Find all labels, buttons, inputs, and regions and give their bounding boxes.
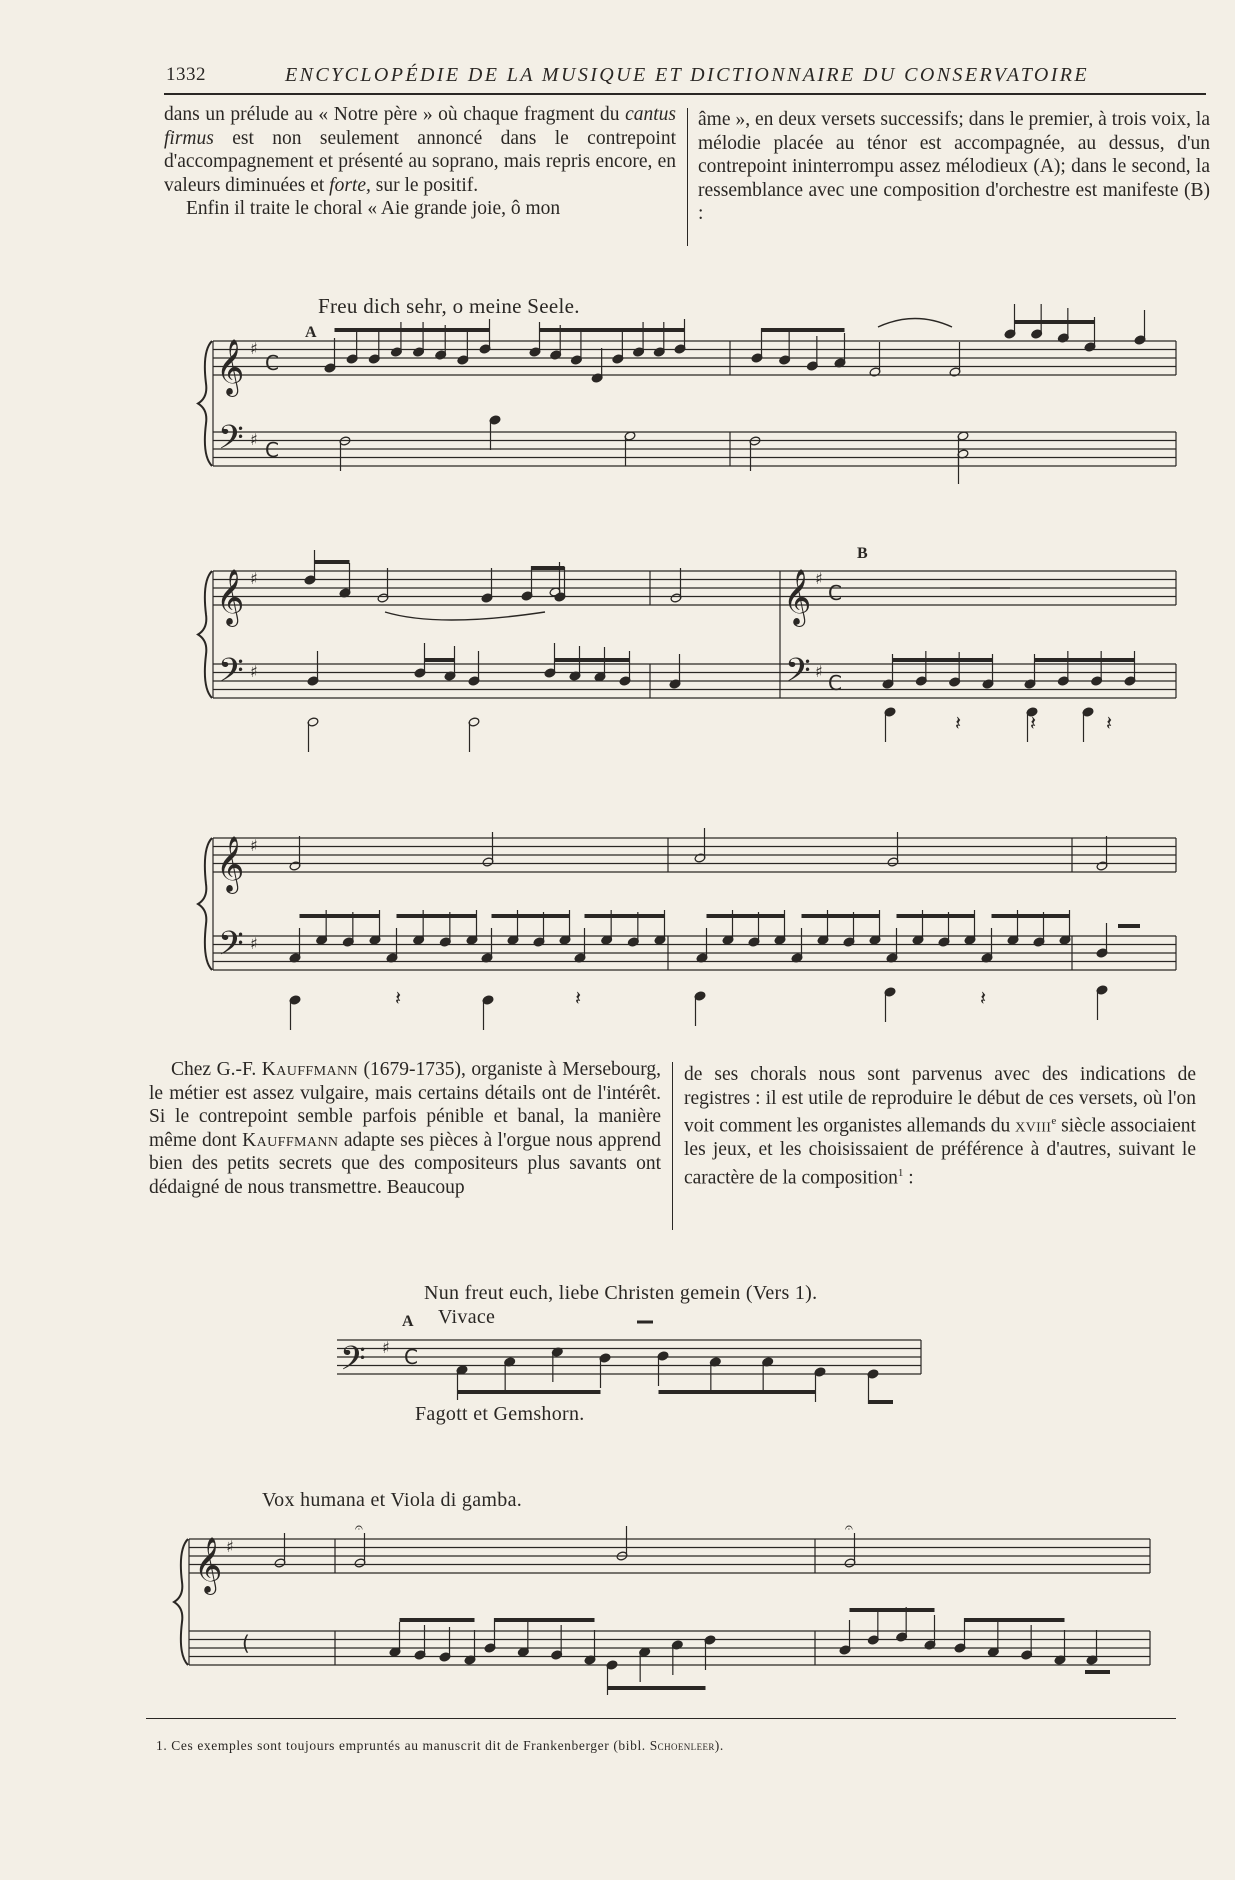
- treble-clef: 𝄞: [216, 836, 245, 892]
- treble-clef: 𝄞: [783, 569, 812, 625]
- footnote: 1. Ces exemples sont toujours empruntés au manuscrit dit de Frankenberger (bibl. Schoenleer).: [156, 1738, 724, 1753]
- brace: [198, 571, 212, 698]
- registration-label: Vox humana et Viola di gamba.: [262, 1489, 523, 1511]
- fermata: 𝄐: [845, 1520, 853, 1536]
- treble-clef: 𝄞: [216, 569, 245, 625]
- quarter-rest: 𝄽: [395, 986, 402, 1010]
- key-signature: ♯: [250, 569, 258, 588]
- bass-clef: 𝄢: [218, 925, 244, 971]
- time-signature: C: [404, 1345, 418, 1369]
- key-signature: ♯: [815, 569, 823, 588]
- slur: [878, 319, 952, 328]
- bass-clef: 𝄢: [785, 652, 811, 698]
- quarter-rest: 𝄽: [955, 711, 962, 735]
- example-title: Freu dich sehr, o meine Seele.: [318, 294, 580, 318]
- key-signature: ♯: [382, 1338, 390, 1357]
- bass-clef: 𝄢: [340, 1340, 366, 1386]
- slur: [385, 612, 545, 620]
- example-title: Nun freut euch, liebe Christen gemein (Vers 1).: [424, 1282, 818, 1304]
- bass-clef: 𝄢: [218, 419, 244, 465]
- registration-label: Fagott et Gemshorn.: [415, 1403, 585, 1425]
- quarter-rest: 𝄽: [1106, 711, 1113, 735]
- section-mark-a: A: [305, 324, 317, 341]
- key-signature: ♯: [815, 662, 823, 681]
- time-signature: C: [828, 581, 842, 605]
- time-signature: C: [265, 438, 279, 462]
- paragraph: âme », en deux versets successifs; dans le premier, à trois voix, la mélodie placée au ténor est accompagnée, au dessus, d'un contrepoint ininterrompu assez mélodieux (A); dans le second, la ressemblance avec une composition d'orchestre est manifeste (B) :: [698, 109, 1210, 224]
- time-signature: (: [242, 1631, 250, 1655]
- brace: [174, 1539, 188, 1665]
- quarter-rest: 𝄽: [575, 986, 582, 1010]
- paragraph: Enfin il traite le choral « Aie grande joie, ô mon: [186, 198, 561, 219]
- time-signature: C: [265, 351, 279, 375]
- paragraph: de ses chorals nous sont parvenus avec des indications de registres : il est utile de reproduire le début de ces versets, où l'on voit comment les organistes allemands du xviii$^e$ siècle associaient les jeux, et les choisissaient de préférence à d'autres, suivant le caractère de la composition$^1$ :: [684, 1064, 1196, 1188]
- key-signature: ♯: [250, 662, 258, 681]
- section-mark-b: B: [857, 545, 868, 562]
- key-signature: ♯: [226, 1537, 234, 1556]
- quarter-rest: 𝄽: [1030, 711, 1037, 735]
- treble-clef: 𝄞: [216, 339, 245, 395]
- brace: [198, 838, 212, 970]
- section-mark-a: A: [402, 1313, 414, 1330]
- fermata: 𝄐: [355, 1520, 363, 1536]
- quarter-rest: 𝄽: [980, 986, 987, 1010]
- brace: [198, 341, 212, 466]
- page-number: 1332: [166, 64, 206, 85]
- key-signature: ♯: [250, 430, 258, 449]
- paragraph: Chez G.-F. Kauffmann (1679-1735), organiste à Mersebourg, le métier est assez vulgaire, mais certains détails ont de l'intérêt. Si le contrepoint semble parfois pénible et banal, la manière même dont Kauffmann adapte ses pièces à l'orgue nous apprend bien des petits secrets que des compositeurs plus savants ont dédaigné de nous transmettre. Beaucoup: [149, 1059, 661, 1198]
- treble-clef: 𝄞: [194, 1537, 223, 1593]
- paragraph: dans un prélude au « Notre père » où chaque fragment du cantus firmus est non seulement annoncé dans le contrepoint d'accompagnement et présenté au soprano, mais repris encore, en valeurs diminuées et forte, sur le positif.: [164, 104, 676, 196]
- key-signature: ♯: [250, 339, 258, 358]
- bass-clef: 𝄢: [218, 652, 244, 698]
- key-signature: ♯: [250, 836, 258, 855]
- key-signature: ♯: [250, 934, 258, 953]
- running-title: ENCYCLOPÉDIE DE LA MUSIQUE ET DICTIONNAIRE DU CONSERVATOIRE: [285, 64, 1090, 86]
- time-signature: C: [828, 671, 842, 695]
- tempo-marking: Vivace: [438, 1306, 496, 1328]
